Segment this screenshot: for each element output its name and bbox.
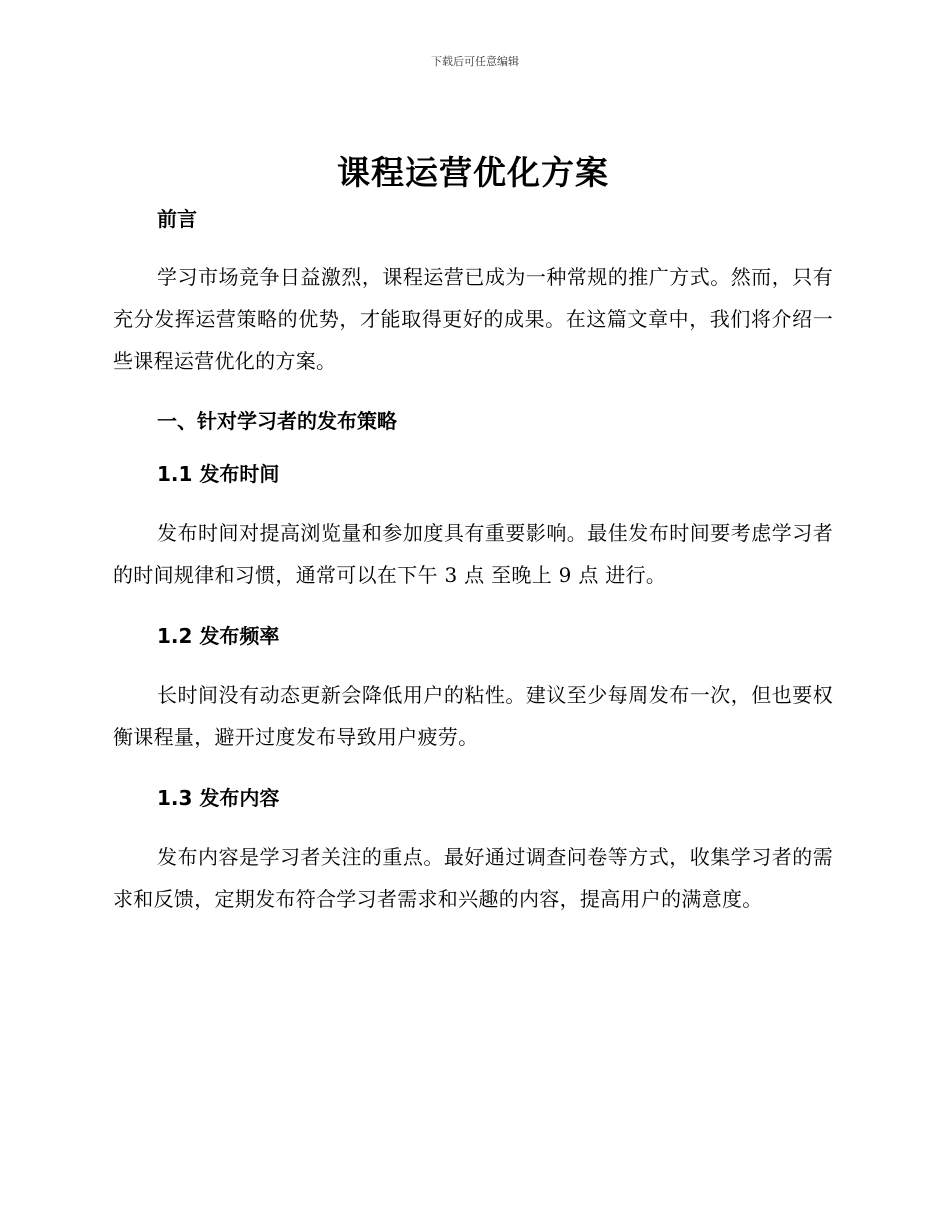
section-1-heading: 一、针对学习者的发布策略 <box>157 409 397 433</box>
document-title: 课程运营优化方案 <box>337 153 609 192</box>
section-1-3-paragraph: 发布内容是学习者关注的重点。最好通过调查问卷等方式，收集学习者的需求和反馈，定期发布符合学习者需求和兴趣的内容，提高用户的满意度。 <box>113 845 833 911</box>
preface-heading: 前言 <box>157 207 197 231</box>
section-1-2-paragraph: 长时间没有动态更新会降低用户的粘性。建议至少每周发布一次，但也要权衡课程量，避开过度发布导致用户疲劳。 <box>113 683 833 749</box>
page-header-note: 下载后可任意编辑 <box>431 55 519 68</box>
document-body <box>113 150 833 920</box>
preface-paragraph: 学习市场竞争日益激烈，课程运营已成为一种常规的推广方式。然而，只有充分发挥运营策略的优势，才能取得更好的成果。在这篇文章中，我们将介绍一些课程运营优化的方案。 <box>113 265 833 373</box>
section-1-1-heading: 1.1 发布时间 <box>157 462 280 486</box>
section-1-3-heading: 1.3 发布内容 <box>157 786 280 810</box>
section-1-2-heading: 1.2 发布频率 <box>157 624 280 648</box>
section-1-1-paragraph: 发布时间对提高浏览量和参加度具有重要影响。最佳发布时间要考虑学习者的时间规律和习惯，通常可以在下午 3 点 至晚上 9 点 进行。 <box>113 521 833 587</box>
